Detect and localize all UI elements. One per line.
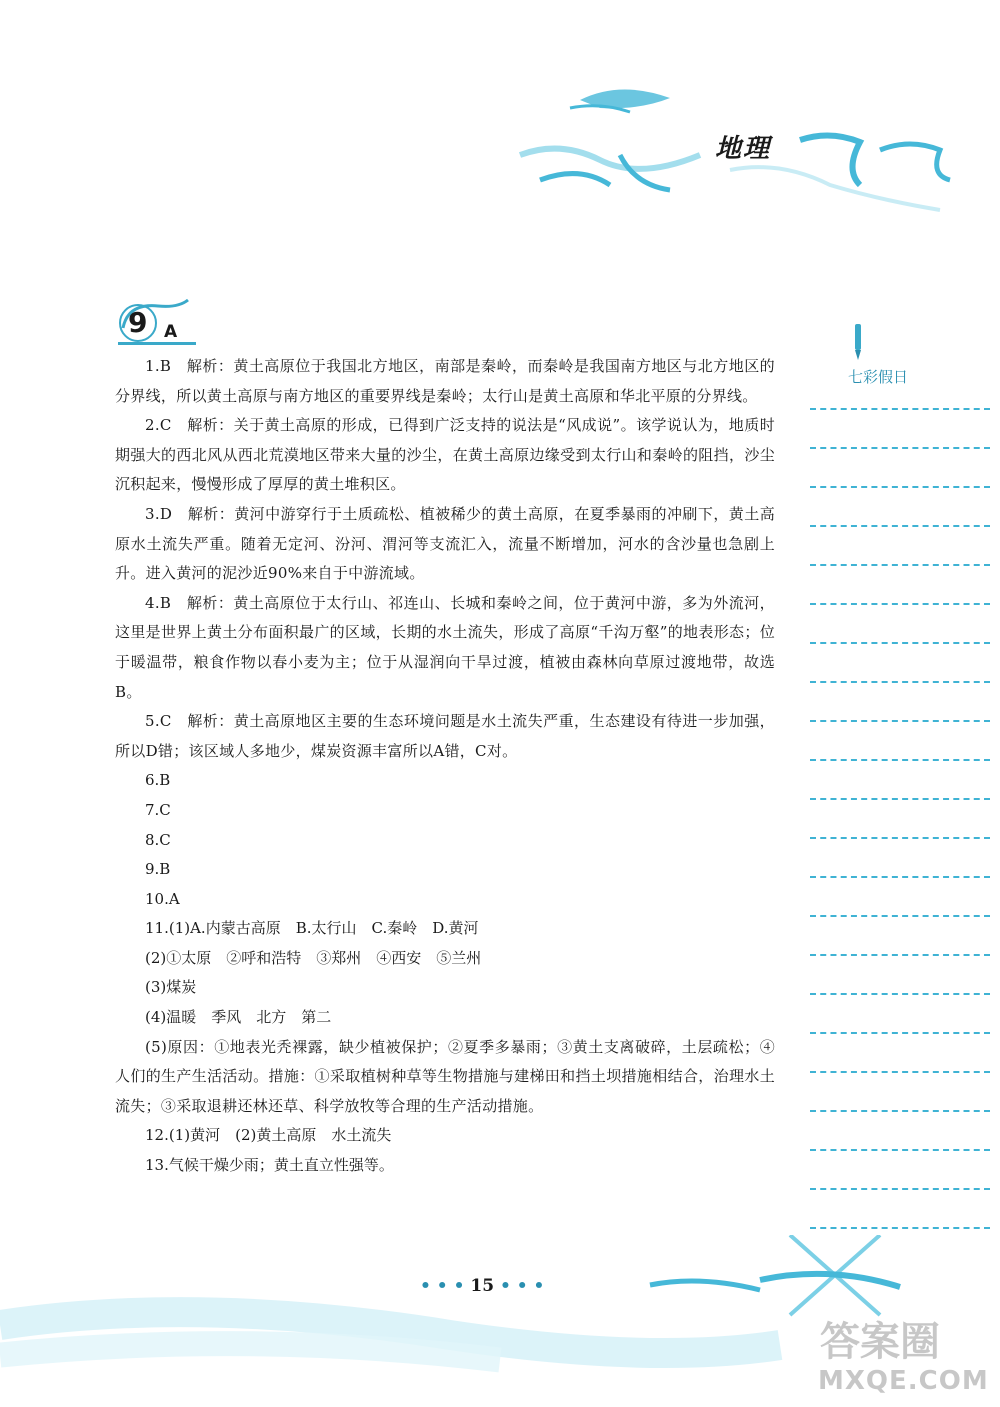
note-line — [810, 1188, 990, 1190]
sidebar-title: 七彩假日 — [848, 368, 909, 386]
note-line — [810, 1227, 990, 1229]
note-line — [810, 447, 990, 449]
page-dots-left: • • • — [420, 1276, 465, 1296]
answer-content — [115, 352, 775, 1181]
answer-a10: 10.A — [145, 889, 180, 908]
answer-a8: 8.C — [145, 830, 171, 849]
answer-a11b: (2)①太原 ②呼和浩特 ③郑州 ④西安 ⑤兰州 — [145, 948, 482, 967]
note-line — [810, 993, 990, 995]
section-underline — [118, 342, 196, 345]
answer-a11d: (4)温暖 季风 北方 第二 — [145, 1008, 332, 1027]
page-number — [420, 1276, 544, 1296]
page-dots-right: • • • — [499, 1276, 545, 1296]
answer-a5: 5.C 解析：黄土高原地区主要的生态环境问题是水土流失严重，生态建设有待进一步加强，所以D错；该区域人多地少，煤炭资源丰富所以A错，C对。 — [115, 712, 775, 760]
answer-a9: 9.B — [145, 860, 171, 879]
answer-a4: 4.B 解析：黄土高原位于太行山、祁连山、长城和秦岭之间，位于黄河中游，多为外流河，这里是世界上黄土分布面积最广的区域，长期的水土流失，形成了高原“千沟万壑”的地表形态；位于暖温带，粮食作物以春小麦为主；位于从湿润向干旱过渡，植被由森林向草原过渡地带，故选B。 — [115, 593, 775, 701]
watermark-url: MXQE.COM — [818, 1366, 989, 1396]
answer-a2: 2.C 解析：关于黄土高原的形成，已得到广泛支持的说法是“风成说”。该学说认为，地质时期强大的西北风从西北荒漠地区带来大量的沙尘，在黄土高原边缘受到太行山和秦岭的阻挡，沙尘沉积起来，慢慢形成了厚厚的黄土堆积区。 — [115, 416, 775, 494]
note-line — [810, 642, 990, 644]
page-number-value: 15 — [470, 1276, 495, 1296]
note-line — [810, 564, 990, 566]
note-line — [810, 759, 990, 761]
answer-a12: 12.(1)黄河 (2)黄土高原 水土流失 — [145, 1126, 392, 1145]
note-line — [810, 408, 990, 410]
section-letter: A — [164, 322, 178, 342]
note-line — [810, 681, 990, 683]
answer-a6: 6.B — [145, 771, 171, 790]
watermark-logo: 答案圈 — [820, 1319, 940, 1365]
answer-a13: 13.气候干燥少雨；黄土直立性强等。 — [145, 1156, 394, 1175]
answer-a11c: (3)煤炭 — [145, 978, 197, 997]
note-line — [810, 915, 990, 917]
answer-a7: 7.C — [145, 800, 171, 819]
note-line — [810, 954, 990, 956]
note-line — [810, 1149, 990, 1151]
note-line — [810, 1032, 990, 1034]
note-line — [810, 486, 990, 488]
answer-a11a: 11.(1)A.内蒙古高原 B.太行山 C.秦岭 D.黄河 — [145, 919, 479, 938]
note-line — [810, 1071, 990, 1073]
note-line — [810, 720, 990, 722]
answer-a3: 3.D 解析：黄河中游穿行于土质疏松、植被稀少的黄土高原，在夏季暴雨的冲刷下，黄土高原水土流失严重。随着无定河、汾河、渭河等支流汇入，流量不断增加，河水的含沙量也急剧上升。进入黄河的泥沙近90%来自于中游流域。 — [115, 504, 775, 583]
answer-a1: 1.B 解析：黄土高原位于我国北方地区，南部是秦岭，而秦岭是我国南方地区与北方地区的分界线，所以黄土高原与南方地区的重要界线是秦岭；太行山是黄土高原和华北平原的分界线。 — [115, 357, 775, 405]
note-line — [810, 1110, 990, 1112]
subject-title: 地理 — [715, 134, 772, 164]
note-line — [810, 525, 990, 527]
note-line — [810, 603, 990, 605]
pen-icon — [848, 322, 868, 362]
answer-a11e: (5)原因：①地表光秃裸露，缺少植被保护；②夏季多暴雨；③黄土支离破碎，土层疏松；④人们的生产生活活动。措施：①采取植树种草等生物措施与建梯田和挡土坝措施相结合，治理水土流失；③采取退耕还林还草、科学放牧等合理的生产活动措施。 — [115, 1037, 775, 1115]
note-line — [810, 876, 990, 878]
section-number: 9 — [128, 306, 148, 339]
note-line — [810, 837, 990, 839]
note-line — [810, 798, 990, 800]
